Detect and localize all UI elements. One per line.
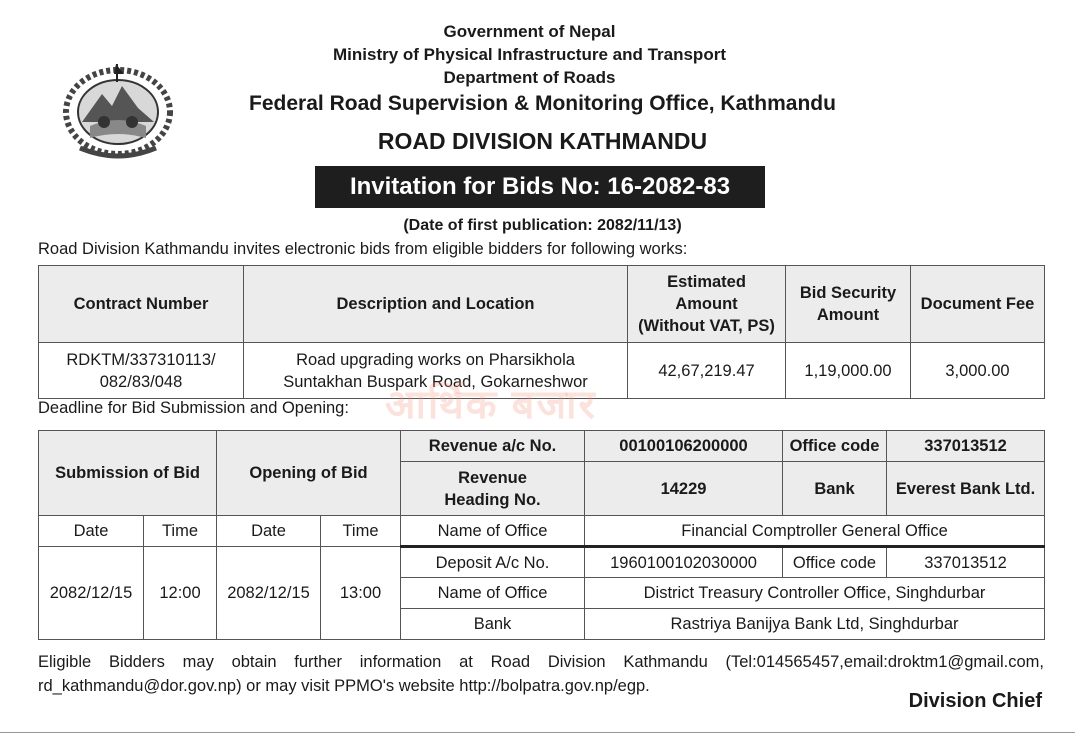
col-contract-number: Contract Number <box>39 266 244 343</box>
name-of-office-value: Financial Comptroller General Office <box>585 516 1045 547</box>
deposit-ac: 1960100102030000 <box>585 547 783 578</box>
gov-title: Government of Nepal <box>443 22 616 41</box>
contract-l1: RDKTM/337310113/ <box>66 350 216 369</box>
est-h2: Amount <box>675 295 738 313</box>
deposit-office-code-label: Office code <box>783 547 887 578</box>
opening-header: Opening of Bid <box>217 431 401 516</box>
office-code-label: Office code <box>783 431 887 462</box>
desc-l2: Suntakhan Buspark Road, Gokarneshwor <box>283 372 588 391</box>
invitation-banner: Invitation for Bids No: 16-2082-83 <box>315 166 765 208</box>
intro-text: Road Division Kathmandu invites electronic bids from eligible bidders for following works: <box>38 240 688 258</box>
estimated-amount-cell: 42,67,219.47 <box>628 343 786 399</box>
bid-security-cell: 1,19,000.00 <box>786 343 911 399</box>
schedule-row-1 <box>39 431 1045 462</box>
open-date-label: Date <box>217 516 321 547</box>
signature: Division Chief <box>908 690 1042 712</box>
footer-info: Eligible Bidders may obtain further information at Road Division Kathmandu (Tel:014565457,email:droktm1@gmail.com, rd_kathmandu@dor.gov.np) or may visit PPMO's website http://bolpatra.gov.np/egp. <box>38 653 1044 695</box>
name-of-office-label: Name of Office <box>401 516 585 547</box>
sub-date-label: Date <box>39 516 144 547</box>
bottom-rule <box>0 732 1075 733</box>
col-estimated-amount <box>628 266 786 343</box>
bid-h2: Amount <box>816 306 880 324</box>
deadline-title: Deadline for Bid Submission and Opening: <box>38 399 349 417</box>
schedule-table <box>38 430 1045 640</box>
district-office-value: District Treasury Controller Office, Singhdurbar <box>585 578 1045 609</box>
ministry-title: Ministry of Physical Infrastructure and Transport <box>333 45 726 64</box>
revenue-ac-label: Revenue a/c No. <box>401 431 585 462</box>
col-document-fee: Document Fee <box>911 266 1045 343</box>
col-bid-security <box>786 266 911 343</box>
document-fee-cell: 3,000.00 <box>911 343 1045 399</box>
works-header-row <box>39 266 1045 343</box>
district-office-label: Name of Office <box>401 578 585 609</box>
division-title: ROAD DIVISION KATHMANDU <box>377 128 708 154</box>
sub-date: 2082/12/15 <box>39 547 144 640</box>
sub-time-label: Time <box>144 516 217 547</box>
open-time: 13:00 <box>321 547 401 640</box>
publication-date: (Date of first publication: 2082/11/13) <box>403 217 682 234</box>
bank-label: Bank <box>783 462 887 516</box>
deposit-office-code: 337013512 <box>887 547 1045 578</box>
rh-l2: Heading No. <box>444 490 541 509</box>
revenue-heading-value: 14229 <box>585 462 783 516</box>
contract-l2: 082/83/048 <box>99 372 183 391</box>
revenue-ac-value: 00100106200000 <box>585 431 783 462</box>
desc-l1: Road upgrading works on Pharsikhola <box>296 350 575 369</box>
open-time-label: Time <box>321 516 401 547</box>
open-date: 2082/12/15 <box>217 547 321 640</box>
schedule-row-4 <box>39 547 1045 578</box>
bank-value: Everest Bank Ltd. <box>887 462 1045 516</box>
deposit-label: Deposit A/c No. <box>401 547 585 578</box>
office-code-value: 337013512 <box>887 431 1045 462</box>
revenue-heading-label <box>401 462 585 516</box>
schedule-row-3 <box>39 516 1045 547</box>
deposit-bank-value: Rastriya Banijya Bank Ltd, Singhdurbar <box>585 609 1045 640</box>
department-title: Department of Roads <box>443 68 616 87</box>
est-h3: (Without VAT, PS) <box>638 317 775 335</box>
rh-l1: Revenue <box>458 468 527 487</box>
contract-number-cell <box>39 343 244 399</box>
est-h1: Estimated <box>667 273 746 291</box>
bid-h1: Bid Security <box>799 284 897 302</box>
office-title: Federal Road Supervision & Monitoring Office, Kathmandu <box>249 92 836 115</box>
sub-time: 12:00 <box>144 547 217 640</box>
submission-header: Submission of Bid <box>39 431 217 516</box>
col-description: Description and Location <box>244 266 628 343</box>
watermark: आर्थिक बजार <box>385 383 597 427</box>
deposit-bank-label: Bank <box>401 609 585 640</box>
